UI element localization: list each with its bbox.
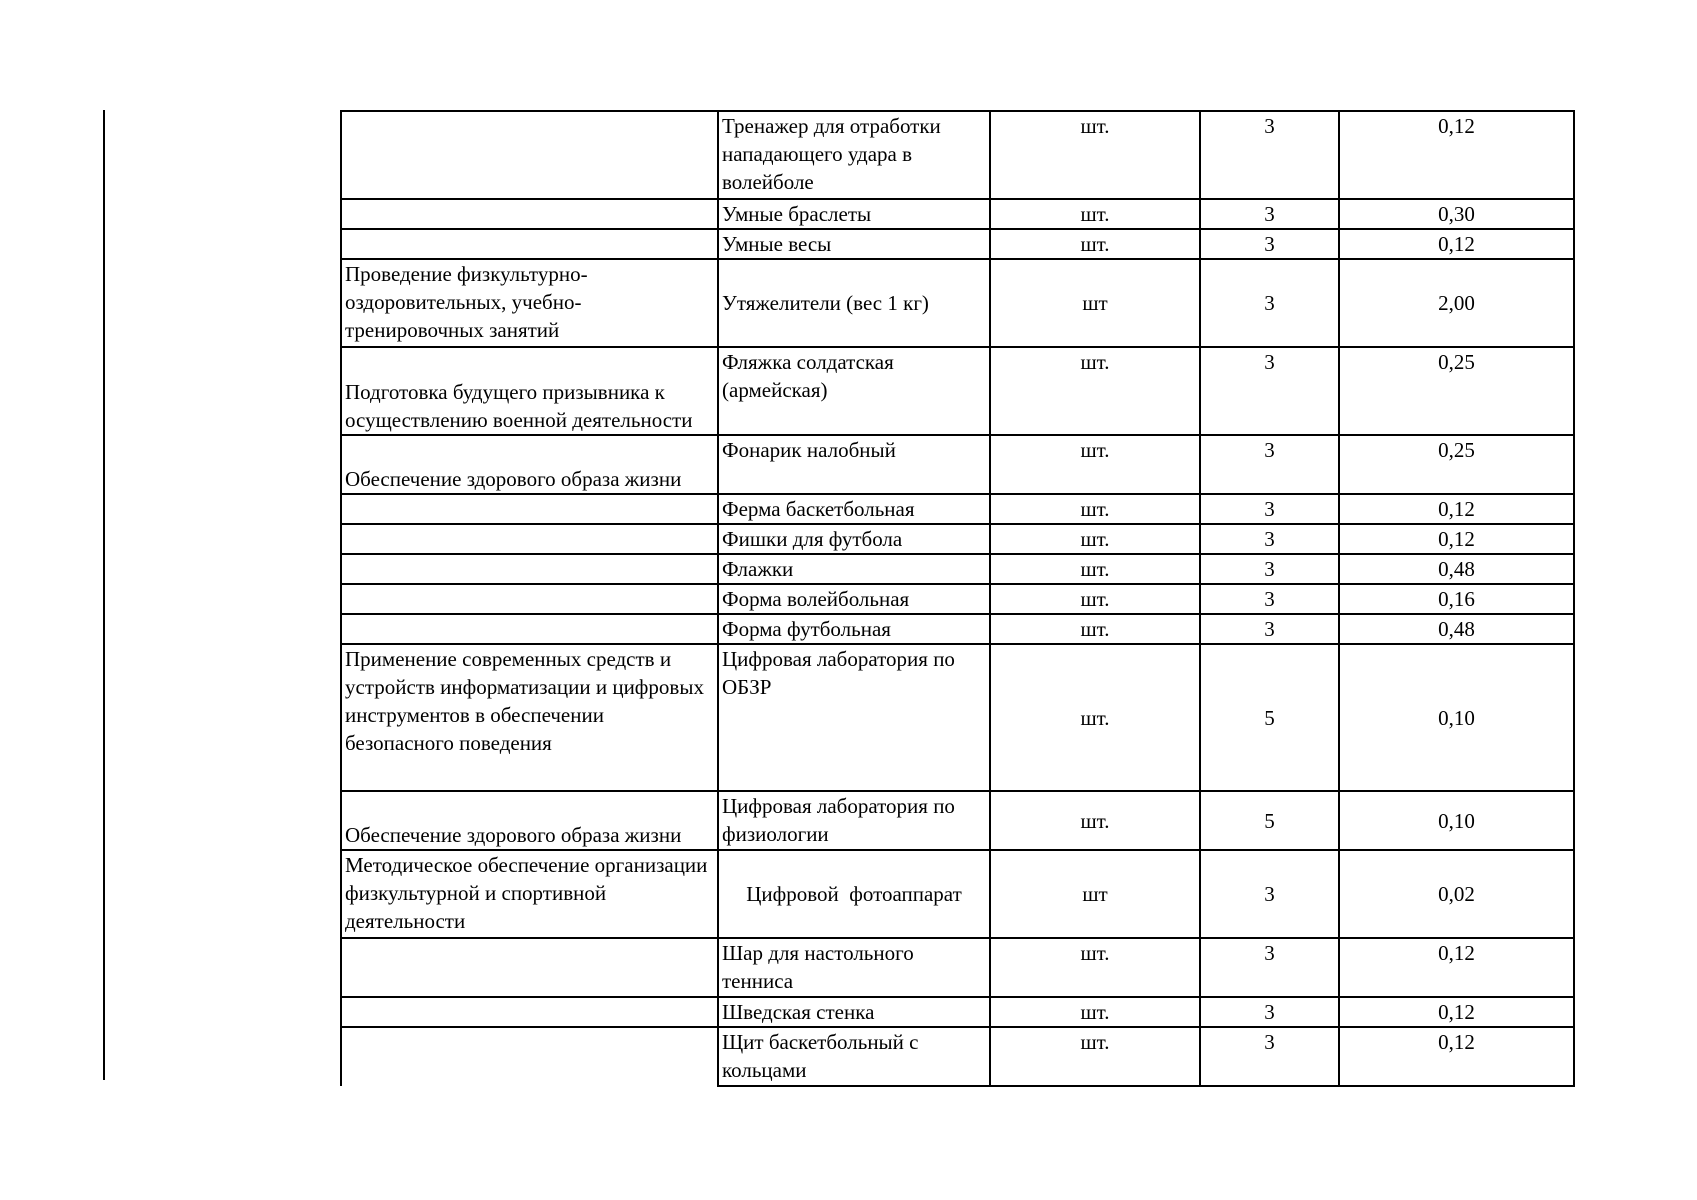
table-row — [341, 938, 1574, 997]
equipment-table — [340, 110, 1575, 1087]
table-row — [341, 111, 1574, 199]
table-row — [341, 614, 1574, 644]
unit-cell: шт. — [990, 614, 1200, 644]
value-cell: 0,25 — [1339, 435, 1574, 494]
unit-cell: шт. — [990, 229, 1200, 259]
purpose-cell — [341, 614, 718, 644]
table-row — [341, 347, 1574, 435]
table-row — [341, 524, 1574, 554]
table-row — [341, 850, 1574, 938]
item-name-cell: Цифровая лаборатория по ОБЗР — [718, 644, 990, 791]
value-cell: 0,12 — [1339, 229, 1574, 259]
item-name-cell: Умные браслеты — [718, 199, 990, 229]
unit-cell: шт. — [990, 791, 1200, 850]
value-cell: 0,25 — [1339, 347, 1574, 435]
quantity-cell: 3 — [1200, 494, 1339, 524]
unit-cell: шт. — [990, 435, 1200, 494]
value-cell: 0,12 — [1339, 997, 1574, 1027]
item-name-cell: Форма волейбольная — [718, 584, 990, 614]
quantity-cell: 3 — [1200, 938, 1339, 997]
table-row — [341, 791, 1574, 850]
unit-cell: шт. — [990, 644, 1200, 791]
quantity-cell: 3 — [1200, 554, 1339, 584]
purpose-cell: Обеспечение здорового образа жизни — [341, 791, 718, 850]
value-cell: 0,02 — [1339, 850, 1574, 938]
table-row — [341, 1027, 1574, 1086]
unit-cell: шт. — [990, 524, 1200, 554]
table-row — [341, 435, 1574, 494]
item-name-cell: Умные весы — [718, 229, 990, 259]
purpose-cell — [341, 111, 718, 199]
purpose-cell: Проведение физкультурно-оздоровительных, учебно-тренировочных занятий — [341, 259, 718, 347]
table-row — [341, 997, 1574, 1027]
purpose-cell: Применение современных средств и устройств информатизации и цифровых инструментов в обеспечении безопасного поведения — [341, 644, 718, 791]
value-cell: 0,48 — [1339, 554, 1574, 584]
item-name-cell: Цифровая лаборатория по физиологии — [718, 791, 990, 850]
table-row — [341, 259, 1574, 347]
item-name-cell: Форма футбольная — [718, 614, 990, 644]
table-row — [341, 644, 1574, 791]
value-cell: 0,12 — [1339, 494, 1574, 524]
unit-cell: шт. — [990, 1027, 1200, 1086]
quantity-cell: 3 — [1200, 111, 1339, 199]
value-cell: 0,10 — [1339, 644, 1574, 791]
table-row — [341, 494, 1574, 524]
quantity-cell: 5 — [1200, 644, 1339, 791]
value-cell: 0,16 — [1339, 584, 1574, 614]
item-name-cell: Фляжка солдатская (армейская) — [718, 347, 990, 435]
purpose-cell: Методическое обеспечение организации физкультурной и спортивной деятельности — [341, 850, 718, 938]
value-cell: 0,12 — [1339, 1027, 1574, 1086]
table-row — [341, 584, 1574, 614]
value-cell: 0,12 — [1339, 938, 1574, 997]
quantity-cell: 3 — [1200, 347, 1339, 435]
table-row — [341, 199, 1574, 229]
purpose-cell — [341, 494, 718, 524]
table-row — [341, 554, 1574, 584]
item-name-cell: Утяжелители (вес 1 кг) — [718, 259, 990, 347]
purpose-cell — [341, 997, 718, 1027]
item-name-cell: Флажки — [718, 554, 990, 584]
quantity-cell: 3 — [1200, 524, 1339, 554]
item-name-cell: Фишки для футбола — [718, 524, 990, 554]
item-name-cell: Щит баскетбольный с кольцами — [718, 1027, 990, 1086]
unit-cell: шт. — [990, 111, 1200, 199]
quantity-cell: 3 — [1200, 1027, 1339, 1086]
purpose-cell — [341, 1027, 718, 1086]
unit-cell: шт — [990, 259, 1200, 347]
unit-cell: шт. — [990, 584, 1200, 614]
item-name-cell: Ферма баскетбольная — [718, 494, 990, 524]
value-cell: 2,00 — [1339, 259, 1574, 347]
value-cell: 0,12 — [1339, 524, 1574, 554]
unit-cell: шт — [990, 850, 1200, 938]
unit-cell: шт. — [990, 494, 1200, 524]
value-cell: 0,48 — [1339, 614, 1574, 644]
purpose-cell — [341, 554, 718, 584]
purpose-cell — [341, 584, 718, 614]
purpose-cell: Подготовка будущего призывника к осуществлению военной деятельности — [341, 347, 718, 435]
purpose-cell — [341, 229, 718, 259]
unit-cell: шт. — [990, 347, 1200, 435]
item-name-cell: Цифровой фотоаппарат — [718, 850, 990, 938]
unit-cell: шт. — [990, 938, 1200, 997]
quantity-cell: 3 — [1200, 997, 1339, 1027]
value-cell: 0,10 — [1339, 791, 1574, 850]
quantity-cell: 3 — [1200, 259, 1339, 347]
item-name-cell: Шведская стенка — [718, 997, 990, 1027]
unit-cell: шт. — [990, 199, 1200, 229]
item-name-cell: Тренажер для отработки нападающего удара в волейболе — [718, 111, 990, 199]
table-row — [341, 229, 1574, 259]
value-cell: 0,30 — [1339, 199, 1574, 229]
purpose-cell — [341, 938, 718, 997]
value-cell: 0,12 — [1339, 111, 1574, 199]
quantity-cell: 5 — [1200, 791, 1339, 850]
unit-cell: шт. — [990, 554, 1200, 584]
purpose-cell: Обеспечение здорового образа жизни — [341, 435, 718, 494]
item-name-cell: Фонарик налобный — [718, 435, 990, 494]
quantity-cell: 3 — [1200, 850, 1339, 938]
purpose-cell — [341, 524, 718, 554]
quantity-cell: 3 — [1200, 435, 1339, 494]
quantity-cell: 3 — [1200, 614, 1339, 644]
purpose-cell — [341, 199, 718, 229]
quantity-cell: 3 — [1200, 584, 1339, 614]
item-name-cell: Шар для настольного тенниса — [718, 938, 990, 997]
page-margin-line — [103, 110, 105, 1080]
quantity-cell: 3 — [1200, 229, 1339, 259]
quantity-cell: 3 — [1200, 199, 1339, 229]
unit-cell: шт. — [990, 997, 1200, 1027]
